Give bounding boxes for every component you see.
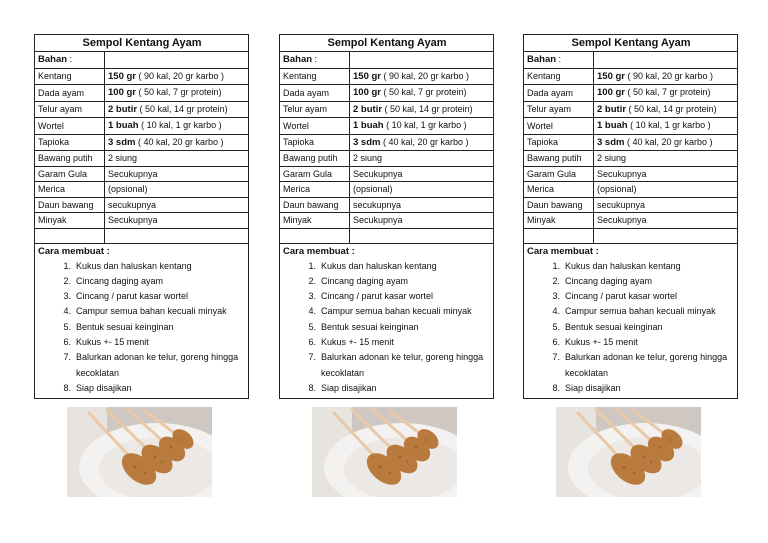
step-text: Siap disajikan (321, 382, 377, 393)
step-number: 1. (552, 260, 560, 271)
ingredient-qty: 3 sdm (108, 136, 136, 148)
ingredient-note: ( 40 kal, 20 gr karbo ) (624, 136, 713, 147)
ingredient-row (35, 101, 249, 118)
ingredient-note: ( 50 kal, 14 gr protein) (382, 103, 473, 114)
empty-cell (280, 228, 350, 243)
step-number: 3. (552, 291, 560, 302)
ingredient-name: Minyak (280, 213, 350, 229)
ingredient-note: (opsional) (597, 184, 637, 194)
ingredient-row (524, 182, 738, 198)
empty-cell (594, 228, 738, 243)
recipe-title: Sempol Kentang Ayam (35, 35, 249, 52)
bahan-label: Bahan (527, 54, 557, 65)
ingredient-amount (594, 101, 738, 118)
step-number: 7. (552, 352, 560, 363)
ingredient-amount (105, 213, 249, 229)
step-text: Balurkan adonan ke telur, goreng hingga kecoklatan (76, 352, 239, 378)
ingredient-qty: 2 butir (353, 103, 383, 115)
step-number: 5. (63, 321, 71, 332)
step-item (38, 350, 245, 381)
step-text: Kukus +- 15 menit (321, 336, 394, 347)
step-number: 2. (552, 275, 560, 286)
step-text: Cincang daging ayam (76, 275, 164, 286)
ingredient-note: ( 10 kal, 1 gr karbo ) (383, 120, 467, 130)
ingredient-name: Dada ayam (524, 85, 594, 102)
step-text: Kukus dan haluskan kentang (565, 260, 681, 271)
step-number: 1. (63, 260, 71, 271)
ingredient-qty: 100 gr (597, 87, 625, 98)
empty-row (35, 228, 249, 243)
step-number: 8. (308, 382, 316, 393)
ingredient-qty: 1 buah (597, 120, 628, 131)
step-number: 7. (308, 352, 316, 363)
ingredient-amount (105, 151, 249, 167)
ingredient-amount (594, 197, 738, 213)
ingredient-qty: 2 butir (597, 103, 627, 115)
ingredient-row (35, 166, 249, 182)
ingredient-note: Secukupnya (597, 215, 647, 225)
step-number: 2. (308, 275, 316, 286)
ingredient-amount (105, 68, 249, 85)
ingredient-qty: 3 sdm (353, 136, 381, 148)
empty-row (280, 228, 494, 243)
ingredient-note: ( 50 kal, 7 gr protein) (625, 87, 711, 97)
ingredient-amount (350, 68, 494, 85)
recipe-card (279, 34, 493, 399)
ingredient-amount (594, 151, 738, 167)
step-item (283, 259, 490, 274)
ingredient-amount (594, 118, 738, 135)
ingredient-amount (350, 182, 494, 198)
steps-list (38, 259, 245, 397)
step-item (38, 304, 245, 319)
bahan-colon: : (67, 54, 73, 64)
ingredient-amount (105, 166, 249, 182)
recipe-table (279, 34, 494, 399)
step-text: Kukus dan haluskan kentang (76, 260, 192, 271)
ingredient-amount (594, 213, 738, 229)
ingredient-name: Garam Gula (524, 166, 594, 182)
ingredient-row (280, 101, 494, 118)
food-photo (67, 407, 212, 497)
food-photo (312, 407, 457, 497)
ingredient-amount (105, 118, 249, 135)
ingredient-note: 2 siung (108, 153, 138, 163)
ingredient-note: Secukupnya (353, 215, 403, 225)
sempol-food-icon (312, 407, 457, 497)
ingredient-note: secukupnya (597, 199, 646, 210)
step-item (38, 335, 245, 350)
ingredient-amount (594, 166, 738, 182)
step-item (38, 274, 245, 289)
method-section (524, 243, 738, 399)
step-item (283, 274, 490, 289)
empty-cell (105, 228, 249, 243)
ingredient-amount (105, 85, 249, 102)
ingredient-name: Telur ayam (35, 101, 105, 118)
ingredient-name: Wortel (35, 118, 105, 135)
recipe-card (34, 34, 248, 399)
step-item (527, 381, 734, 396)
ingredient-amount (594, 182, 738, 198)
step-text: Cincang / parut kasar wortel (565, 291, 678, 302)
step-item (527, 274, 734, 289)
ingredient-note: Secukupnya (108, 168, 158, 179)
step-item (283, 335, 490, 350)
ingredient-name: Kentang (35, 68, 105, 85)
ingredient-row (280, 213, 494, 229)
ingredient-row (524, 85, 738, 102)
ingredient-row (35, 151, 249, 167)
step-item (527, 259, 734, 274)
ingredient-name: Tapioka (35, 134, 105, 151)
step-text: Campur semua bahan kecuali minyak (321, 306, 472, 317)
ingredient-amount (105, 134, 249, 151)
recipe-title: Sempol Kentang Ayam (524, 35, 738, 52)
ingredient-amount (350, 166, 494, 182)
bahan-colon: : (556, 54, 562, 64)
ingredient-row (35, 68, 249, 85)
ingredient-qty: 100 gr (353, 87, 381, 98)
ingredient-note: Secukupnya (597, 168, 647, 179)
ingredient-amount (350, 85, 494, 102)
step-number: 4. (63, 306, 71, 317)
ingredient-qty: 1 buah (353, 120, 384, 131)
ingredient-row (280, 151, 494, 167)
ingredient-note: ( 40 kal, 20 gr karbo ) (135, 136, 224, 147)
ingredient-name: Kentang (280, 68, 350, 85)
step-text: Campur semua bahan kecuali minyak (76, 306, 227, 317)
method-section (280, 243, 494, 399)
step-text: Cincang / parut kasar wortel (321, 291, 434, 302)
ingredient-note: ( 50 kal, 7 gr protein) (381, 87, 467, 97)
step-item (283, 350, 490, 381)
ingredient-name: Daun bawang (280, 197, 350, 213)
empty-cell (350, 52, 494, 69)
ingredient-note: (opsional) (353, 184, 393, 194)
ingredient-note: ( 40 kal, 20 gr karbo ) (380, 136, 469, 147)
step-item (283, 320, 490, 335)
step-item (38, 259, 245, 274)
step-text: Balurkan adonan ke telur, goreng hingga kecoklatan (321, 352, 484, 378)
bahan-header (35, 52, 105, 69)
ingredient-name: Wortel (524, 118, 594, 135)
ingredient-amount (350, 101, 494, 118)
step-item (283, 381, 490, 396)
ingredient-row (280, 166, 494, 182)
ingredient-name: Telur ayam (280, 101, 350, 118)
step-text: Bentuk sesuai keinginan (565, 321, 663, 332)
ingredient-amount (594, 134, 738, 151)
ingredient-amount (594, 85, 738, 102)
ingredient-name: Daun bawang (524, 197, 594, 213)
ingredient-note: ( 10 kal, 1 gr karbo ) (627, 120, 711, 130)
step-text: Siap disajikan (565, 382, 621, 393)
empty-cell (350, 228, 494, 243)
method-title: Cara membuat : (283, 245, 355, 257)
step-number: 3. (308, 291, 316, 302)
step-number: 4. (552, 306, 560, 317)
ingredient-row (35, 182, 249, 198)
ingredient-row (280, 85, 494, 102)
steps-list (527, 259, 734, 397)
step-item (527, 350, 734, 381)
ingredient-amount (105, 101, 249, 118)
step-text: Cincang / parut kasar wortel (76, 291, 189, 302)
empty-cell (105, 52, 249, 69)
step-text: Cincang daging ayam (565, 275, 653, 286)
ingredient-name: Garam Gula (35, 166, 105, 182)
step-item (527, 304, 734, 319)
step-number: 6. (552, 336, 560, 347)
ingredient-row (35, 85, 249, 102)
step-item (527, 289, 734, 304)
step-item (38, 289, 245, 304)
step-number: 4. (308, 306, 316, 317)
ingredient-row (524, 197, 738, 213)
step-text: Bentuk sesuai keinginan (76, 321, 174, 332)
ingredient-name: Merica (280, 182, 350, 198)
ingredient-row (35, 213, 249, 229)
recipe-title: Sempol Kentang Ayam (280, 35, 494, 52)
bahan-header (524, 52, 594, 69)
ingredient-row (35, 118, 249, 135)
step-item (283, 304, 490, 319)
ingredient-row (524, 101, 738, 118)
steps-list (283, 259, 490, 397)
method-title: Cara membuat : (38, 245, 110, 257)
ingredient-qty: 2 butir (108, 103, 138, 115)
ingredient-note: 2 siung (597, 153, 627, 163)
step-number: 5. (552, 321, 560, 332)
ingredient-row (524, 213, 738, 229)
step-item (283, 289, 490, 304)
ingredient-name: Bawang putih (35, 151, 105, 167)
ingredient-row (35, 197, 249, 213)
bahan-label: Bahan (283, 54, 313, 65)
ingredient-amount (350, 151, 494, 167)
recipe-table (523, 34, 738, 399)
ingredient-note: ( 90 kal, 20 gr karbo ) (625, 70, 714, 81)
ingredient-name: Wortel (280, 118, 350, 135)
bahan-label: Bahan (38, 54, 68, 65)
ingredient-qty: 100 gr (108, 87, 136, 98)
step-item (38, 381, 245, 396)
ingredient-row (524, 151, 738, 167)
step-number: 6. (63, 336, 71, 347)
step-item (38, 320, 245, 335)
step-text: Campur semua bahan kecuali minyak (565, 306, 716, 317)
ingredient-name: Garam Gula (280, 166, 350, 182)
ingredient-name: Bawang putih (524, 151, 594, 167)
bahan-colon: : (312, 54, 318, 64)
empty-cell (594, 52, 738, 69)
step-text: Kukus dan haluskan kentang (321, 260, 437, 271)
step-number: 8. (63, 382, 71, 393)
step-text: Cincang daging ayam (321, 275, 409, 286)
empty-cell (524, 228, 594, 243)
ingredient-name: Merica (35, 182, 105, 198)
ingredient-note: Secukupnya (108, 215, 158, 225)
ingredient-note: ( 90 kal, 20 gr karbo ) (381, 70, 470, 81)
ingredient-row (280, 134, 494, 151)
ingredient-row (280, 68, 494, 85)
ingredient-row (524, 166, 738, 182)
ingredient-amount (105, 197, 249, 213)
ingredient-amount (594, 68, 738, 85)
step-text: Kukus +- 15 menit (76, 336, 149, 347)
ingredient-note: ( 10 kal, 1 gr karbo ) (138, 120, 222, 130)
ingredient-row (524, 68, 738, 85)
ingredient-note: ( 50 kal, 14 gr protein) (137, 103, 228, 114)
step-number: 7. (63, 352, 71, 363)
ingredient-qty: 150 gr (353, 70, 381, 82)
ingredient-name: Tapioka (280, 134, 350, 151)
empty-row (524, 228, 738, 243)
ingredient-amount (350, 118, 494, 135)
sempol-food-icon (67, 407, 212, 497)
ingredient-amount (105, 182, 249, 198)
ingredient-name: Bawang putih (280, 151, 350, 167)
ingredient-amount (350, 134, 494, 151)
ingredient-row (280, 118, 494, 135)
ingredient-note: ( 50 kal, 14 gr protein) (626, 103, 717, 114)
ingredient-name: Merica (524, 182, 594, 198)
step-item (527, 335, 734, 350)
recipe-table (34, 34, 249, 399)
step-number: 6. (308, 336, 316, 347)
ingredient-row (524, 118, 738, 135)
ingredient-amount (350, 213, 494, 229)
step-number: 2. (63, 275, 71, 286)
ingredient-row (280, 197, 494, 213)
recipe-card (523, 34, 737, 399)
ingredient-note: Secukupnya (353, 168, 403, 179)
step-number: 8. (552, 382, 560, 393)
ingredient-name: Minyak (35, 213, 105, 229)
ingredient-note: ( 90 kal, 20 gr karbo ) (136, 70, 225, 81)
step-item (527, 320, 734, 335)
ingredient-note: 2 siung (353, 153, 383, 163)
step-number: 3. (63, 291, 71, 302)
ingredient-note: (opsional) (108, 184, 148, 194)
ingredient-name: Telur ayam (524, 101, 594, 118)
ingredient-name: Kentang (524, 68, 594, 85)
ingredient-name: Minyak (524, 213, 594, 229)
ingredient-amount (350, 197, 494, 213)
step-text: Kukus +- 15 menit (565, 336, 638, 347)
step-text: Balurkan adonan ke telur, goreng hingga kecoklatan (565, 352, 728, 378)
ingredient-qty: 3 sdm (597, 136, 625, 148)
ingredient-name: Daun bawang (35, 197, 105, 213)
ingredient-row (35, 134, 249, 151)
sempol-food-icon (556, 407, 701, 497)
ingredient-name: Dada ayam (280, 85, 350, 102)
ingredient-name: Tapioka (524, 134, 594, 151)
ingredient-name: Dada ayam (35, 85, 105, 102)
ingredient-note: secukupnya (108, 199, 157, 210)
step-text: Bentuk sesuai keinginan (321, 321, 419, 332)
empty-cell (35, 228, 105, 243)
step-text: Siap disajikan (76, 382, 132, 393)
ingredient-row (524, 134, 738, 151)
method-section (35, 243, 249, 399)
ingredient-qty: 150 gr (108, 70, 136, 82)
step-number: 5. (308, 321, 316, 332)
ingredient-qty: 150 gr (597, 70, 625, 82)
ingredient-qty: 1 buah (108, 120, 139, 131)
bahan-header (280, 52, 350, 69)
step-number: 1. (308, 260, 316, 271)
ingredient-note: secukupnya (353, 199, 402, 210)
ingredient-row (280, 182, 494, 198)
food-photo (556, 407, 701, 497)
method-title: Cara membuat : (527, 245, 599, 257)
ingredient-note: ( 50 kal, 7 gr protein) (136, 87, 222, 97)
